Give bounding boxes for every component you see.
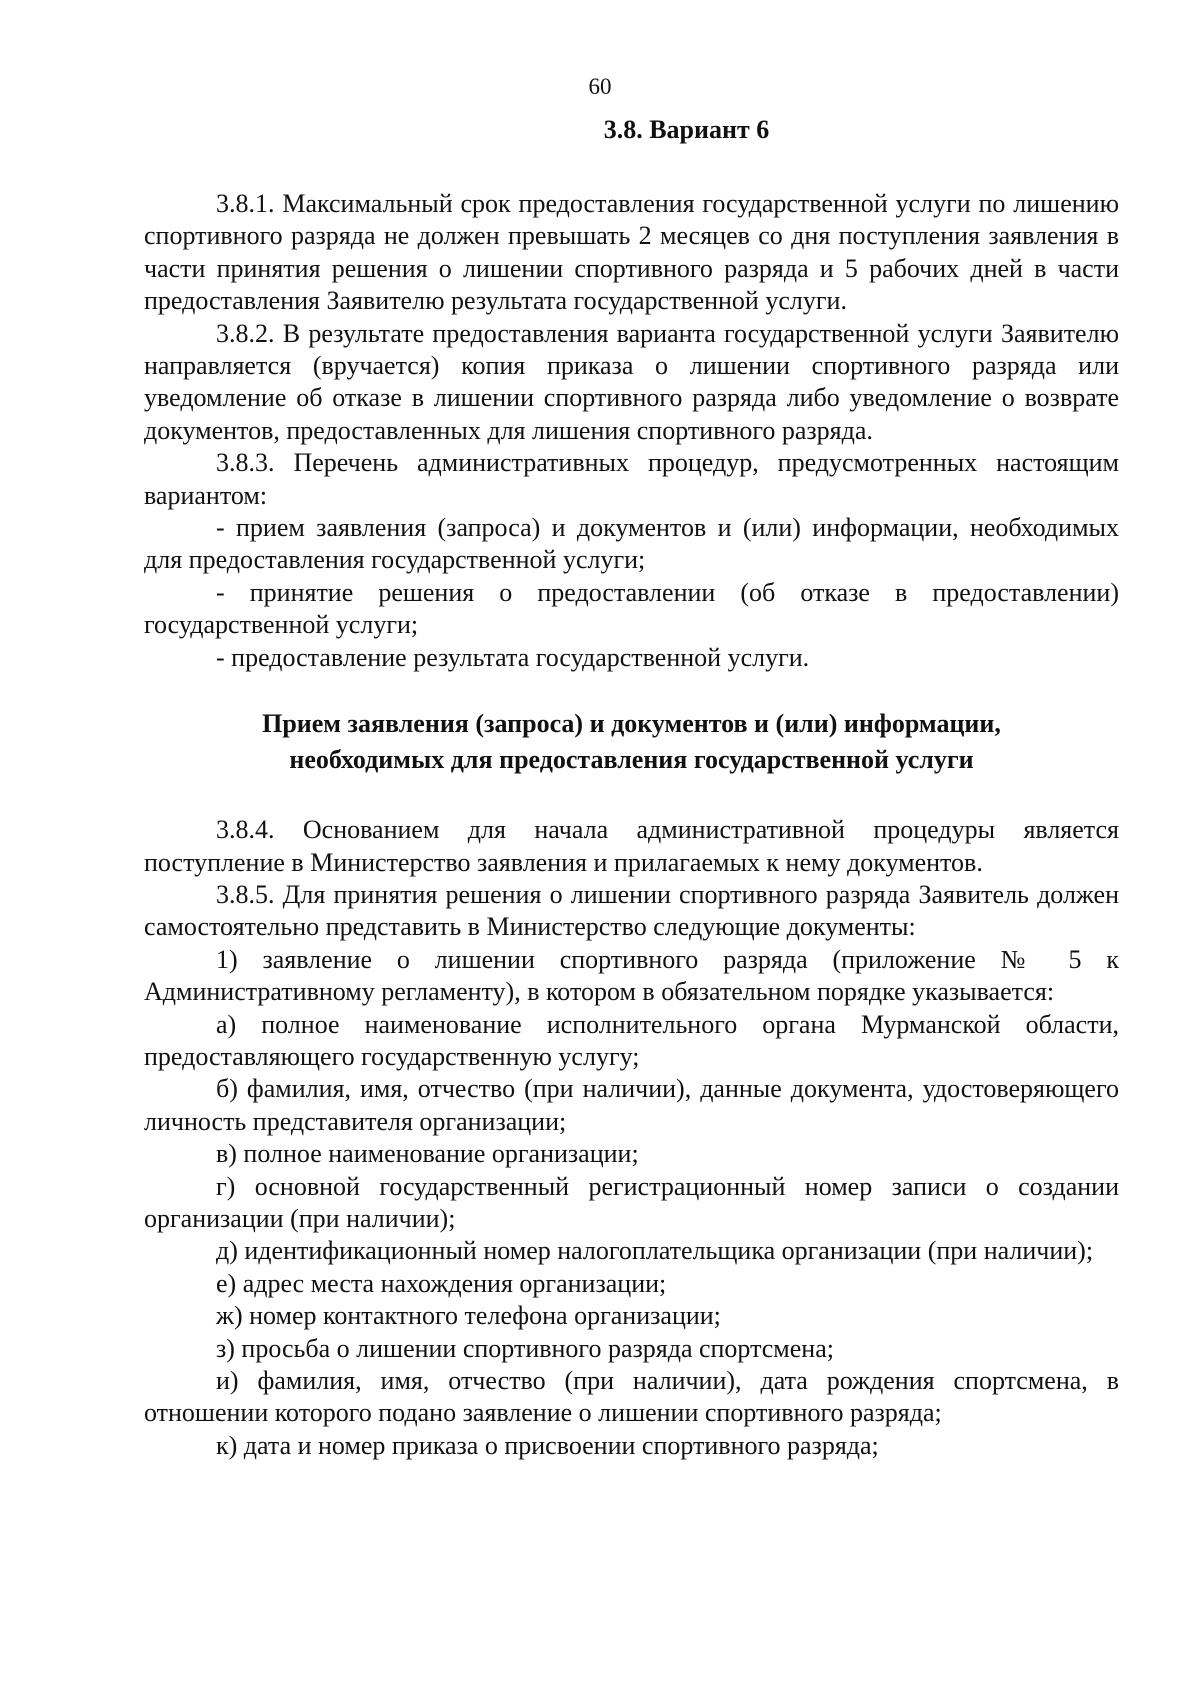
subsection-heading-line-1: Прием заявления (запроса) и документов и (или) информации, <box>262 709 1001 739</box>
page-content <box>144 112 1119 1462</box>
list-item-procedure-3: - предоставление результата государственной услуги. <box>216 642 810 672</box>
page-number: 60 <box>588 74 612 99</box>
paragraph-3-8-3: 3.8.3. Перечень административных процедур, предусмотренных настоящим вариантом: <box>144 448 1119 510</box>
paragraph-3-8-2: 3.8.2. В результате предоставления варианта государственной услуги Заявителю направляется (вручается) копия приказа о лишении спортивного разряда или уведомление об отказе в лишении спортивного разряда либо уведомление о возврате документов, предоставленных для лишения спортивного разряда. <box>144 318 1119 445</box>
list-item-a: а) полное наименование исполнительного органа Мурманской области, предоставляющего государственную услугу; <box>144 1009 1119 1071</box>
list-item-g: г) основной государственный регистрационный номер записи о создании организации (при наличии); <box>144 1171 1119 1233</box>
list-item-b: б) фамилия, имя, отчество (при наличии), данные документа, удостоверяющего личность представителя организации; <box>144 1074 1119 1136</box>
paragraph-3-8-4: 3.8.4. Основанием для начала административной процедуры является поступление в Министерство заявления и прилагаемых к нему документов. <box>144 815 1119 877</box>
list-item-procedure-2: - принятие решения о предоставлении (об отказе в предоставлении) государственной услуги; <box>144 577 1119 640</box>
paragraph-3-8-1: 3.8.1. Максимальный срок предоставления государственной услуги по лишению спортивного разряда не должен превышать 2 месяцев со дня поступления заявления в части принятия решения о лишении спортивного разряда и 5 рабочих дней в части предоставления Заявителю результата государственной услуги. <box>144 189 1119 316</box>
section-title: 3.8. Вариант 6 <box>603 115 770 144</box>
list-item-z: з) просьба о лишении спортивного разряда спортсмена; <box>216 1333 834 1363</box>
list-item-i: и) фамилия, имя, отчество (при наличии), дата рождения спортсмена, в отношении которого подано заявление о лишении спортивного разряда; <box>144 1366 1119 1428</box>
list-item-d: д) идентификационный номер налогоплательщика организации (при наличии); <box>216 1236 1094 1266</box>
paragraph-3-8-5: 3.8.5. Для принятия решения о лишении спортивного разряда Заявитель должен самостоятельно представить в Министерство следующие документы: <box>144 879 1119 942</box>
list-item-e: е) адрес места нахождения организации; <box>216 1268 667 1298</box>
subsection-heading <box>144 706 1119 778</box>
list-item-1: 1) заявление о лишении спортивного разряда (приложение № 5 к Административному регламенту), в котором в обязательном порядке указывается: <box>144 944 1119 1007</box>
list-item-k: к) дата и номер приказа о присвоении спортивного разряда; <box>216 1430 879 1460</box>
subsection-heading-line-2: необходимых для предоставления государственной услуги <box>289 745 974 775</box>
list-item-procedure-1: - прием заявления (запроса) и документов и (или) информации, необходимых для предоставления государственной услуги; <box>144 513 1119 575</box>
list-item-zh: ж) номер контактного телефона организации; <box>216 1301 721 1331</box>
list-item-v: в) полное наименование организации; <box>216 1139 639 1169</box>
